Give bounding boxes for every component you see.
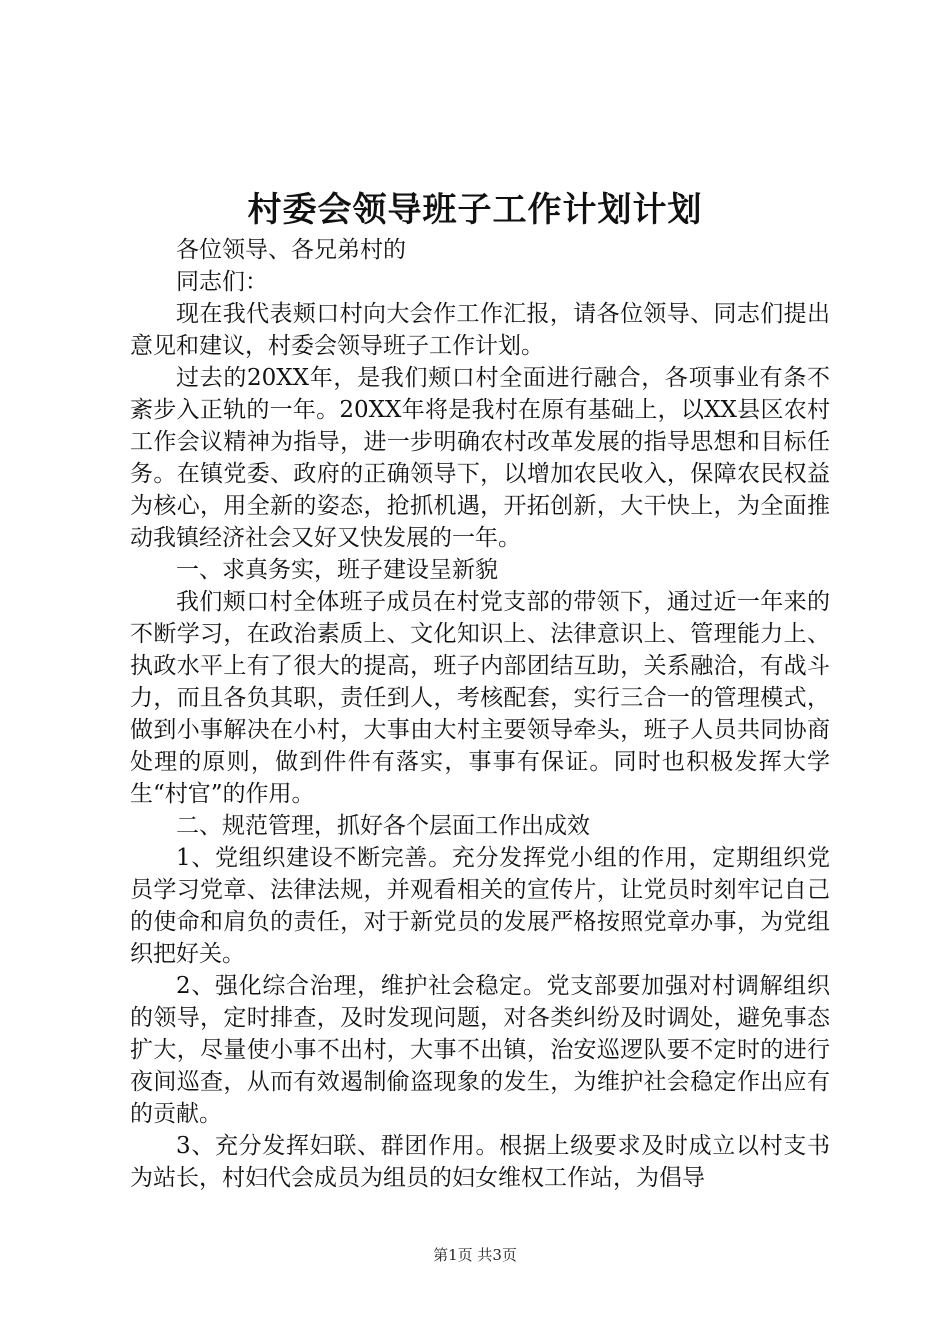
salutation-line-2: 同志们： bbox=[176, 269, 268, 295]
intro-paragraph: 现在我代表颊口村向大会作工作汇报，请各位领导、同志们提出意见和建议，村委会领导班子工作计划。 bbox=[130, 301, 830, 359]
item-2-paragraph: 2、强化综合治理，维护社会稳定。党支部要加强对村调解组织的领导，定时排查，及时发现问题，对各类纠纷及时调处，避免事态扩大，尽量使小事不出村，大事不出镇，治安巡逻队要不定时的进行夜间巡查，从而有效遏制偷盗现象的发生，为维护社会稳定作出应有的贡献。 bbox=[130, 973, 830, 1127]
overview-paragraph: 过去的20XX年，是我们颊口村全面进行融合，各项事业有条不紊步入正轨的一年。20XX年将是我村在原有基础上，以XX县区农村工作会议精神为指导，进一步明确农村改革发展的指导思想和目标任务。在镇党委、政府的正确领导下，以增加农民收入，保障农民权益为核心，用全新的姿态，抢抓机遇，开拓创新，大干快上，为全面推动我镇经济社会又好又快发展的一年。 bbox=[130, 365, 830, 551]
item-3-paragraph: 3、充分发挥妇联、群团作用。根据上级要求及时成立以村支书为站长，村妇代会成员为组员的妇女维权工作站，为倡导 bbox=[130, 1133, 830, 1191]
document-body bbox=[130, 234, 830, 1194]
item-1-paragraph: 1、党组织建设不断完善。充分发挥党小组的作用，定期组织党员学习党章、法律法规，并观看相关的宣传片，让党员时刻牢记自己的使命和肩负的责任，对于新党员的发展严格按照党章办事，为党组织把好关。 bbox=[130, 845, 830, 967]
section-1-paragraph: 我们颊口村全体班子成员在村党支部的带领下，通过近一年来的不断学习，在政治素质上、文化知识上、法律意识上、管理能力上、执政水平上有了很大的提高，班子内部团结互助，关系融洽，有战斗力，而且各负其职，责任到人，考核配套，实行三合一的管理模式，做到小事解决在小村，大事由大村主要领导牵头，班子人员共同协商处理的原则，做到件件有落实，事事有保证。同时也积极发挥大学生“村官”的作用。 bbox=[130, 589, 830, 807]
section-heading-2: 二、规范管理，抓好各个层面工作出成效 bbox=[176, 813, 590, 839]
salutation-line-1: 各位领导、各兄弟村的 bbox=[176, 237, 406, 263]
document-title: 村委会领导班子工作计划计划 bbox=[247, 190, 703, 230]
section-heading-1: 一、求真务实，班子建设呈新貌 bbox=[176, 557, 498, 583]
page-number-footer: 第1页 共3页 bbox=[433, 1246, 517, 1264]
